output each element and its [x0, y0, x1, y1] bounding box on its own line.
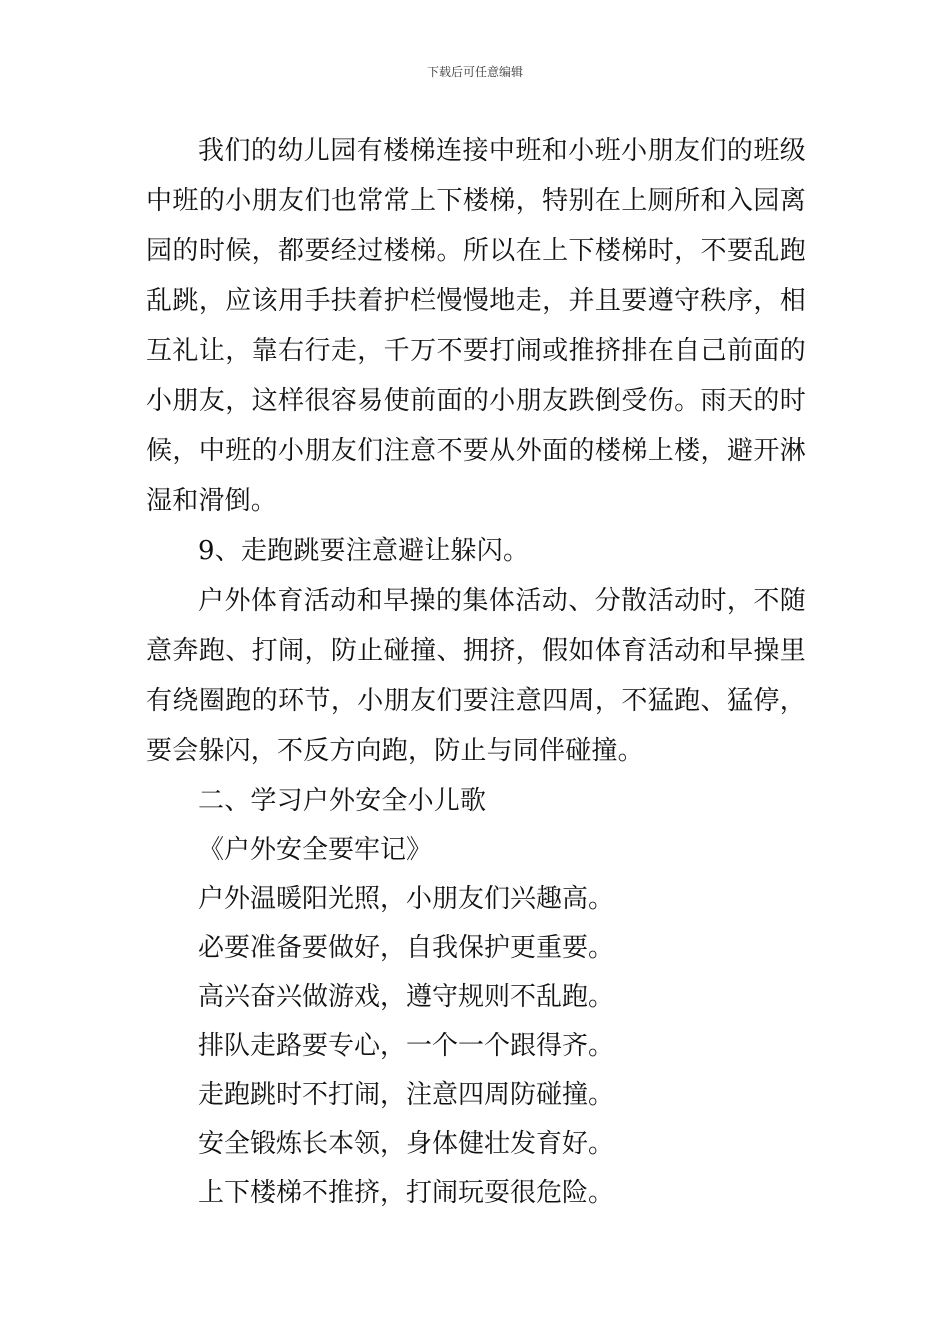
song-line: 安全锻炼长本领，身体健壮发育好。 [198, 1129, 615, 1159]
song-line: 户外温暖阳光照，小朋友们兴趣高。 [198, 884, 615, 914]
paragraph-heading-9: 9、走跑跳要注意避让躲闪。 [198, 536, 530, 566]
paragraph-outdoor-activity: 户外体育活动和早操的集体活动、分散活动时，不随意奔跑、打闹，防止碰撞、拥挤，假如体育活动和早操里有绕圈跑的环节，小朋友们要注意四周，不猛跑、猛停，要会躲闪，不反方向跑，防止与同伴碰撞。 [146, 586, 806, 766]
song-title: 《户外安全要牢记》 [198, 835, 433, 865]
song-line: 排队走路要专心，一个一个跟得齐。 [198, 1031, 615, 1061]
document-body [146, 126, 806, 1218]
song-line: 上下楼梯不推挤，打闹玩耍很危险。 [198, 1178, 615, 1208]
page-header: 下载后可任意编辑 [426, 65, 523, 79]
song-line: 必要准备要做好，自我保护更重要。 [198, 933, 615, 963]
song-line: 走跑跳时不打闹，注意四周防碰撞。 [198, 1080, 615, 1110]
section-heading-song: 二、学习户外安全小儿歌 [198, 786, 487, 816]
paragraph-stairs-safety: 我们的幼儿园有楼梯连接中班和小班小朋友们的班级中班的小朋友们也常常上下楼梯，特别在上厕所和入园离园的时候，都要经过楼梯。所以在上下楼梯时，不要乱跑乱跳，应该用手扶着护栏慢慢地走，并且要遵守秩序，相互礼让，靠右行走，千万不要打闹或推挤排在自己前面的小朋友，这样很容易使前面的小朋友跌倒受伤。雨天的时候，中班的小朋友们注意不要从外面的楼梯上楼，避开淋湿和滑倒。 [146, 136, 806, 516]
song-line: 高兴奋兴做游戏，遵守规则不乱跑。 [198, 982, 615, 1012]
